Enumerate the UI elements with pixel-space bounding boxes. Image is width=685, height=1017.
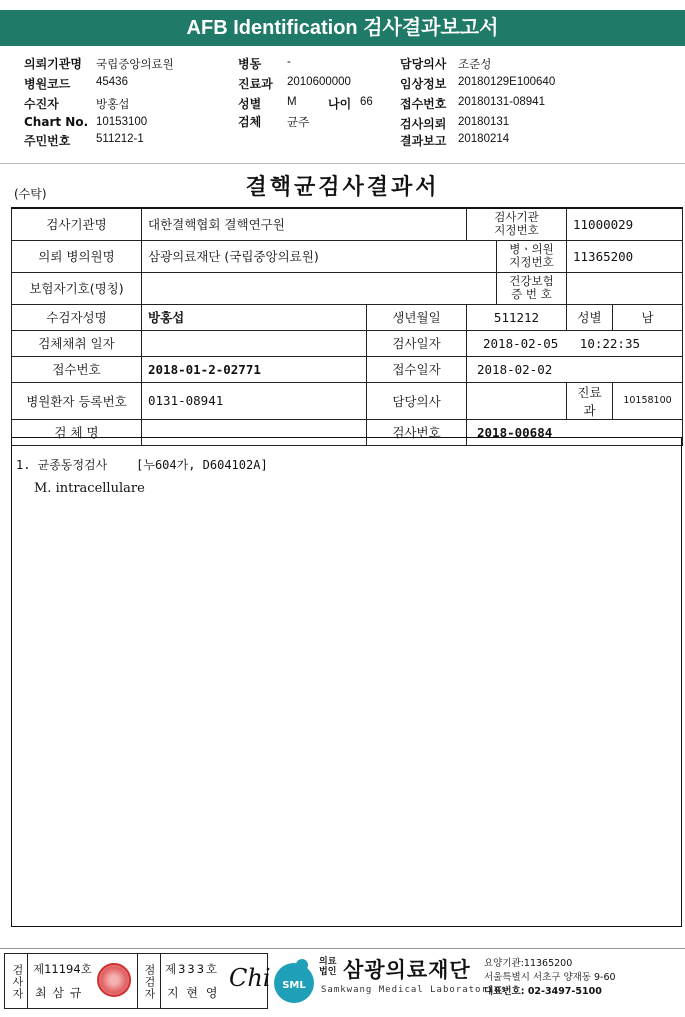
company-small-1: 의료 — [319, 957, 337, 967]
test-date-value: 2018-02-05 — [483, 335, 559, 351]
sex-label: 성별 — [238, 97, 262, 111]
result-test-line: 1. 균종동정검사 [누604가, D604102A] — [16, 458, 268, 472]
sig-divider — [160, 954, 161, 1008]
company-logo-icon — [272, 955, 316, 1005]
signature-box — [4, 953, 271, 1009]
examiner-vertical-label: 검사자 — [11, 964, 24, 1000]
dept-value: 2010600000 — [287, 76, 351, 88]
hospital-value: 국립중앙의료원 — [96, 59, 174, 71]
dept-label: 진료과 — [567, 382, 613, 419]
subject-value: 방홍섭 — [96, 99, 130, 111]
receipt-no-value: 2018-01-2-02771 — [142, 356, 367, 382]
reviewer-name: 지 현 영 — [167, 986, 220, 1000]
ward-label: 병동 — [238, 57, 262, 71]
receipt-no-label: 접수번호 — [12, 356, 142, 382]
receipt-value: 20180131-08941 — [458, 96, 545, 108]
specimen-label: 검체 — [238, 115, 262, 129]
receipt-date-label: 접수일자 — [367, 356, 467, 382]
company-info-3: 대표번호: 02-3497-5100 — [484, 986, 602, 997]
health-label — [497, 272, 567, 304]
chart-label: Chart No. — [24, 115, 89, 129]
test-no-value: 2018-00684 — [467, 419, 683, 445]
reviewer-signature: Chi — [229, 964, 271, 992]
company-name: 삼광의료재단 — [343, 958, 471, 982]
code-label: 병원코드 — [24, 77, 71, 91]
dept-label: 진료과 — [238, 77, 273, 91]
health-label-line1: 건강보험 — [509, 274, 554, 288]
request-label: 검사의뢰 — [400, 117, 447, 131]
footer-divider — [0, 948, 685, 949]
age-label: 나이 — [328, 97, 352, 111]
clinical-label: 임상정보 — [400, 77, 447, 91]
doctor-value — [467, 382, 567, 419]
report-label: 결과보고 — [400, 134, 447, 148]
section-divider — [0, 163, 685, 164]
company-english-name: Samkwang Medical Laboratories — [321, 985, 508, 995]
patient-label: 수검자성명 — [12, 304, 142, 330]
insurer-value — [142, 272, 497, 304]
age-value: 66 — [360, 96, 373, 108]
patient-reg-value: 0131-08941 — [142, 382, 367, 419]
test-no-label: 검사번호 — [367, 419, 467, 445]
doctor-label: 담당의사 — [367, 382, 467, 419]
subject-label: 수진자 — [24, 97, 59, 111]
lab-id-value: 11000029 — [567, 208, 683, 240]
lab-org-value: 대한결핵협회 결핵연구원 — [142, 208, 467, 240]
report-title-bar: AFB Identification 검사결과보고서 — [0, 10, 685, 46]
test-date-label: 검사일자 — [367, 330, 467, 356]
receipt-date-value: 2018-02-02 — [467, 356, 683, 382]
doctor-value: 조준성 — [458, 59, 492, 71]
clinical-value: 20180129E100640 — [458, 76, 556, 88]
hosp-id-label — [497, 240, 567, 272]
logo-text: SML — [282, 980, 306, 991]
company-type — [319, 957, 336, 977]
test-result-form — [11, 207, 683, 446]
specimen-value: 균주 — [287, 117, 310, 129]
hosp-id-label-line2: 지정번호 — [509, 255, 554, 269]
report-value: 20180214 — [458, 133, 510, 145]
examiner-number: 제11194호 — [33, 962, 92, 976]
sex-value: M — [287, 96, 297, 108]
document-note: (수탁) — [14, 187, 47, 201]
examiner-name: 최 삼 규 — [35, 986, 83, 1000]
examiner-seal — [97, 963, 131, 997]
collect-value — [142, 330, 367, 356]
hosp-id-label-line1: 병ㆍ의원 — [509, 242, 554, 256]
company-info — [484, 957, 616, 999]
hospital-label: 의뢰기관명 — [24, 57, 82, 71]
test-time-value: 10:22:35 — [579, 335, 641, 351]
company-info-2: 서울특별시 서초구 양재동 9-60 — [484, 972, 616, 983]
req-hosp-value: 삼광의료재단 (국립중앙의료원) — [142, 240, 497, 272]
sig-divider — [27, 954, 28, 1008]
specimen-label: 검 체 명 — [12, 419, 142, 445]
ward-value: - — [287, 56, 291, 68]
id-value: 511212-1 — [96, 133, 144, 145]
lab-id-label — [467, 208, 567, 240]
lab-org-label: 검사기관명 — [12, 208, 142, 240]
reviewer-vertical-label: 점검자 — [143, 964, 156, 1000]
patient-info-section — [0, 53, 685, 153]
req-hosp-label: 의뢰 병의원명 — [12, 240, 142, 272]
lab-id-label-line2: 지정번호 — [494, 223, 539, 238]
request-value: 20180131 — [458, 116, 510, 128]
reviewer-number: 제333호 — [165, 962, 220, 976]
gender-value: 남 — [613, 304, 683, 330]
birth-label: 생년월일 — [367, 304, 467, 330]
insurer-label: 보험자기호(명칭) — [12, 272, 142, 304]
patient-reg-label: 병원환자 등록번호 — [12, 382, 142, 419]
chart-value: 10153100 — [96, 116, 148, 128]
id-label: 주민번호 — [24, 134, 71, 148]
birth-value: 511212 — [467, 304, 567, 330]
dept-value: 10158100 — [613, 382, 683, 419]
document-title: 결핵균검사결과서 — [245, 174, 440, 200]
result-organism: M. intracellulare — [34, 481, 145, 496]
health-label-line2: 증 번 호 — [511, 287, 552, 301]
collect-label: 검체채취 일자 — [12, 330, 142, 356]
patient-value: 방홍섭 — [142, 304, 367, 330]
code-value: 45436 — [96, 76, 128, 88]
test-date-cell — [467, 330, 683, 356]
gender-label: 성별 — [567, 304, 613, 330]
company-small-2: 법인 — [319, 967, 337, 977]
lab-id-label-line1: 검사기관 — [494, 210, 539, 225]
sig-divider — [137, 954, 138, 1008]
doctor-label: 담당의사 — [400, 57, 447, 71]
health-value — [567, 272, 683, 304]
company-info-1: 요양기관:11365200 — [484, 958, 573, 969]
hosp-id-value: 11365200 — [567, 240, 683, 272]
result-box — [11, 437, 682, 927]
receipt-label: 접수번호 — [400, 97, 447, 111]
